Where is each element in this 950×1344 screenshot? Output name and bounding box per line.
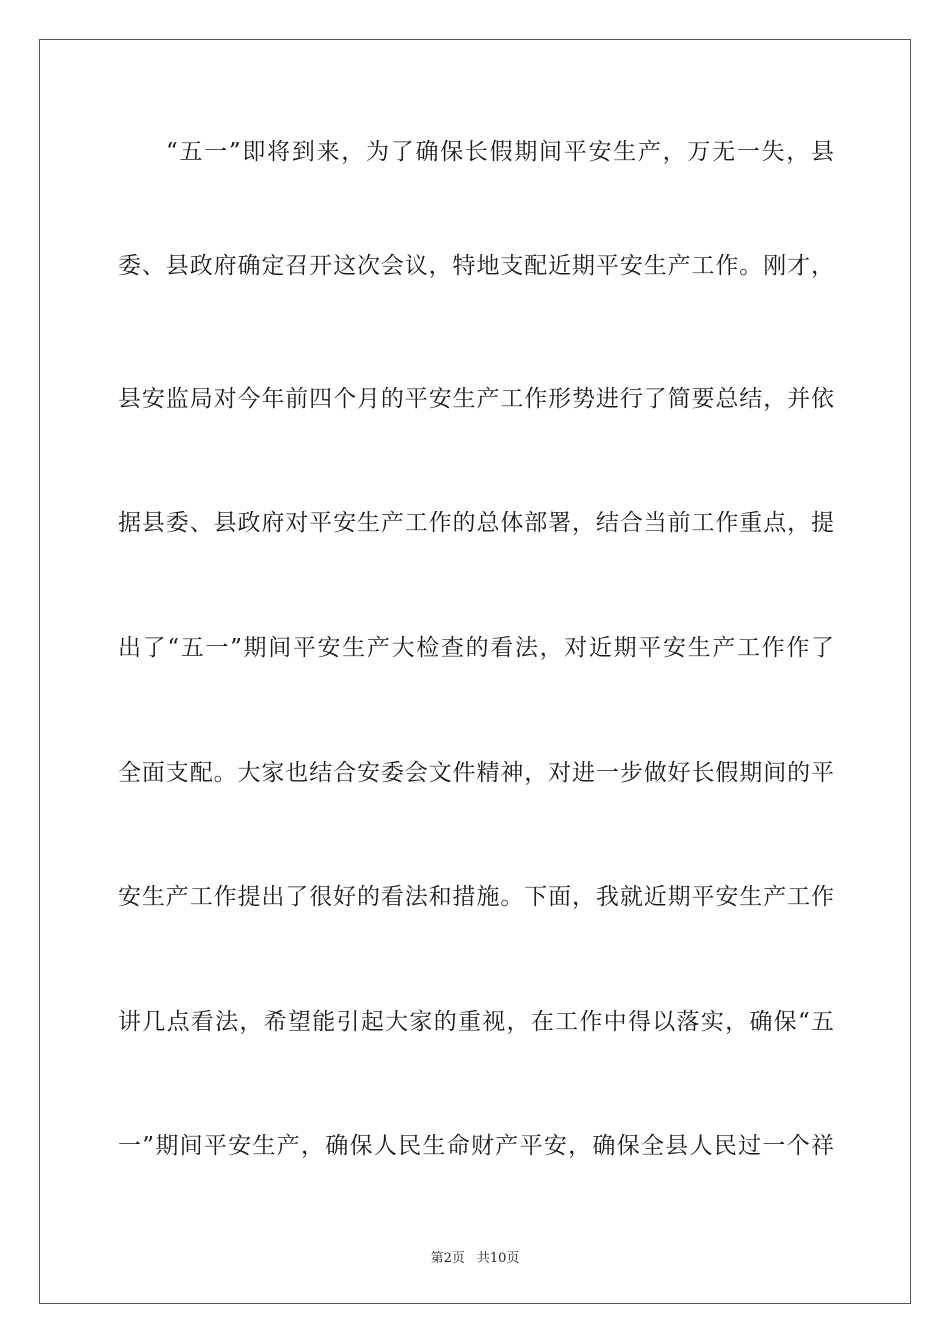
paragraph-line: 据县委、县政府对平安生产工作的总体部署，结合当前工作重点，提 xyxy=(118,510,834,536)
paragraph-line: 全面支配。大家也结合安委会文件精神，对进一步做好长假期间的平 xyxy=(118,760,834,786)
paragraph-line: 安生产工作提出了很好的看法和措施。下面，我就近期平安生产工作 xyxy=(118,884,834,910)
paragraph-line: 讲几点看法，希望能引起大家的重视，在工作中得以落实，确保“五 xyxy=(118,1009,834,1035)
paragraph-line: 出了“五一”期间平安生产大检查的看法，对近期平安生产工作作了 xyxy=(118,635,834,661)
paragraph-line: 一”期间平安生产，确保人民生命财产平安，确保全县人民过一个祥 xyxy=(118,1133,834,1159)
page-border xyxy=(39,39,911,1304)
paragraph-line: “五一”即将到来，为了确保长假期间平安生产，万无一失，县 xyxy=(166,139,834,165)
page-number: 第2页 xyxy=(430,1251,465,1266)
paragraph-line: 县安监局对今年前四个月的平安生产工作形势进行了简要总结，并依 xyxy=(118,386,834,412)
page-footer xyxy=(0,1247,950,1266)
paragraph-line: 委、县政府确定召开这次会议，特地支配近期平安生产工作。刚才， xyxy=(118,253,834,279)
page-total: 共10页 xyxy=(476,1251,520,1266)
